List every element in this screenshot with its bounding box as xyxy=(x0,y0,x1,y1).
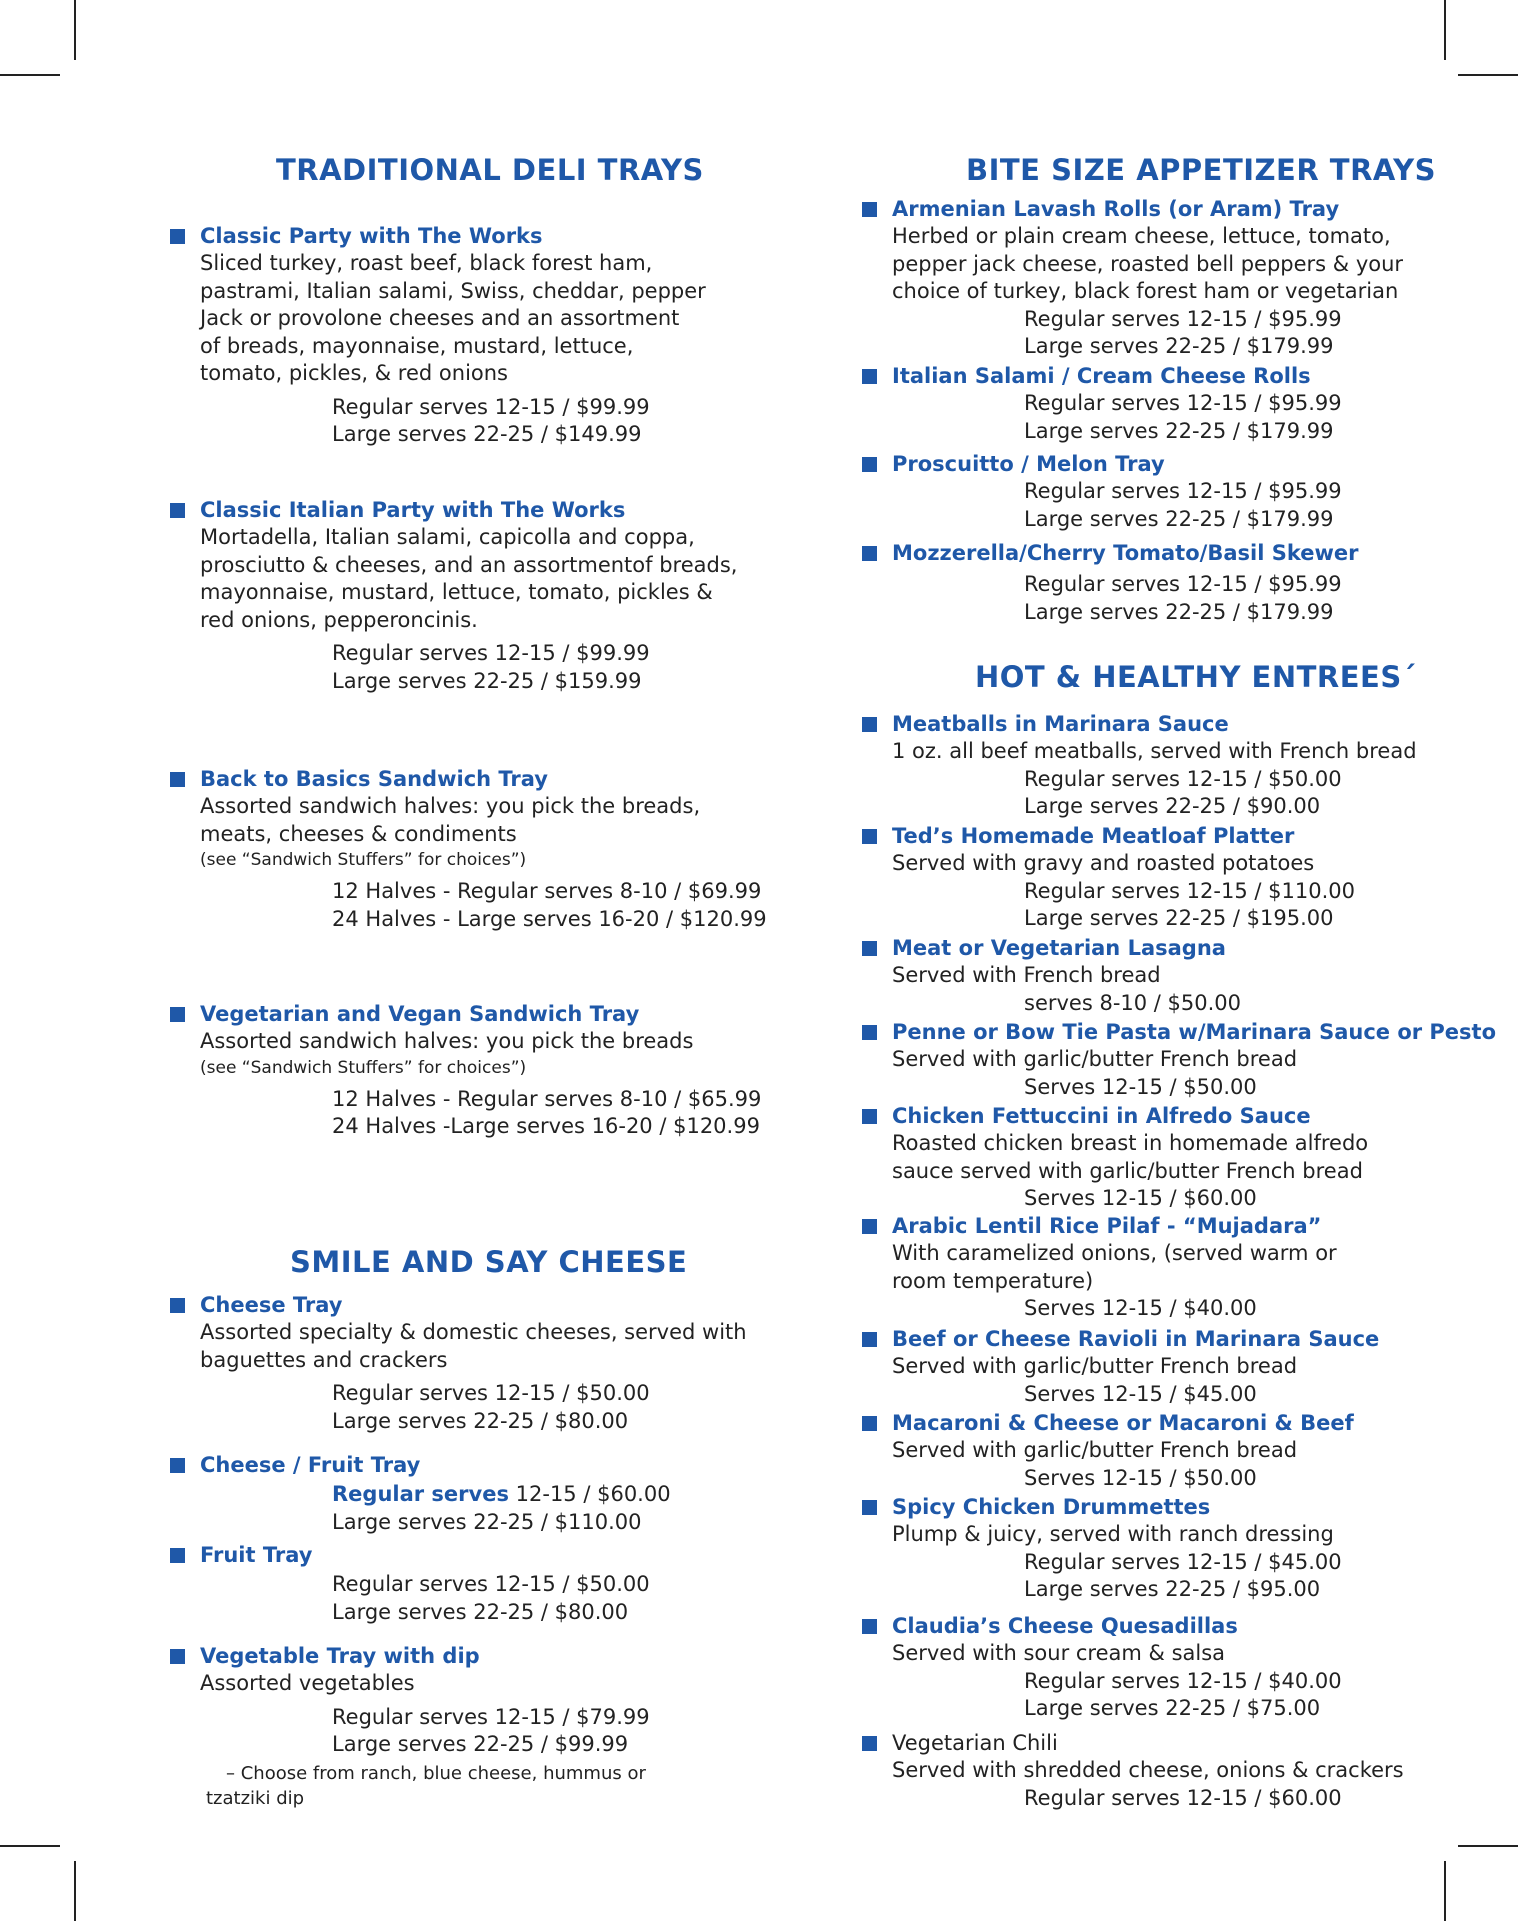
price-line xyxy=(332,1481,770,1509)
menu-item xyxy=(862,1613,1422,1723)
price-line: Large serves 22-25 / $179.99 xyxy=(1024,418,1334,443)
menu-item-title: Chicken Fettuccini in Alfredo Sauce xyxy=(892,1104,1311,1128)
menu-item-prices xyxy=(862,766,1422,821)
menu-item-title: Proscuitto / Melon Tray xyxy=(892,452,1165,476)
cheese-heading: SMILE AND SAY CHEESE xyxy=(290,1245,688,1279)
menu-item-title: Vegetarian and Vegan Sandwich Tray xyxy=(200,1002,640,1026)
menu-item-prices xyxy=(862,1668,1422,1723)
menu-item-prices xyxy=(862,390,1422,445)
price-line: 12 Halves - Regular serves 8-10 / $69.99 xyxy=(332,879,762,903)
menu-item-note: (see “Sandwich Stuffers” for choices”) xyxy=(200,1057,527,1078)
price-line: Regular serves 12-15 / $50.00 xyxy=(1024,766,1342,791)
menu-item xyxy=(862,935,1422,1017)
price-line: Large serves 22-25 / $159.99 xyxy=(332,668,642,693)
price-value: 12-15 / $60.00 xyxy=(508,1482,671,1506)
menu-item-title: Claudia’s Cheese Quesadillas xyxy=(892,1614,1238,1638)
menu-item-title: Classic Italian Party with The Works xyxy=(200,498,626,522)
bullet-square-icon xyxy=(862,202,877,217)
menu-item xyxy=(862,451,1422,533)
crop-mark-bottom-right-vertical xyxy=(1444,1861,1446,1921)
menu-item-title: Italian Salami / Cream Cheese Rolls xyxy=(892,364,1311,388)
price-line: Large serves 22-25 / $90.00 xyxy=(1024,794,1321,818)
price-line: Regular serves 12-15 / $50.00 xyxy=(332,1572,650,1596)
menu-item xyxy=(862,1410,1422,1492)
menu-item xyxy=(170,1643,770,1811)
menu-item xyxy=(862,363,1422,445)
menu-item-description: With caramelized onions, (served warm or room temperature) xyxy=(892,1241,1337,1293)
bullet-square-icon xyxy=(862,546,877,561)
menu-item-prices xyxy=(862,1074,1422,1102)
price-line: Regular serves 12-15 / $95.99 xyxy=(1024,572,1342,596)
menu-item-prices xyxy=(170,878,770,933)
menu-item-title: Meatballs in Marinara Sauce xyxy=(892,712,1229,736)
menu-item-description: Assorted vegetables xyxy=(200,1671,415,1695)
crop-mark-bottom-left-horizontal xyxy=(0,1845,60,1847)
menu-item-description: Served with shredded cheese, onions & crackers xyxy=(892,1758,1404,1782)
price-line: serves 8-10 / $50.00 xyxy=(1024,990,1242,1015)
menu-item xyxy=(862,196,1422,361)
price-line: Serves 12-15 / $50.00 xyxy=(1024,1465,1257,1490)
menu-item-description: Assorted sandwich halves: you pick the breads, meats, cheeses & condiments xyxy=(200,794,701,846)
menu-item-prices xyxy=(170,1086,770,1141)
bullet-square-icon xyxy=(862,369,877,384)
bullet-square-icon xyxy=(862,1500,877,1515)
menu-item-note: (see “Sandwich Stuffers” for choices”) xyxy=(200,850,527,870)
price-line: Large serves 22-25 / $179.99 xyxy=(1024,506,1334,531)
menu-item xyxy=(862,1213,1422,1323)
menu-item-prices xyxy=(170,394,770,449)
menu-item-description: Served with garlic/butter French bread xyxy=(892,1438,1298,1462)
price-line: Regular serves 12-15 / $45.00 xyxy=(1024,1549,1342,1574)
menu-item xyxy=(862,711,1422,821)
menu-item-title: Beef or Cheese Ravioli in Marinara Sauce xyxy=(892,1327,1380,1351)
menu-item-prices xyxy=(170,640,770,695)
price-line: Large serves 22-25 / $80.00 xyxy=(332,1599,629,1624)
menu-item-prices xyxy=(170,1380,770,1435)
bullet-square-icon xyxy=(862,829,877,844)
menu-item-title: Meat or Vegetarian Lasagna xyxy=(892,936,1226,960)
menu-item-prices xyxy=(862,878,1422,933)
price-line: Regular serves 12-15 / $99.99 xyxy=(332,641,650,665)
bullet-square-icon xyxy=(170,772,185,787)
menu-item-title: Fruit Tray xyxy=(200,1543,313,1567)
menu-item-prices xyxy=(862,478,1422,533)
menu-item-prices xyxy=(862,990,1422,1018)
price-line: 12 Halves - Regular serves 8-10 / $65.99 xyxy=(332,1086,762,1111)
menu-item-prices xyxy=(170,1704,770,1759)
menu-item-description: Sliced turkey, roast beef, black forest ham, pastrami, Italian salami, Swiss, cheddar, pepper Jack or provolone cheeses and an assortment of breads, mayonnaise, mustard, lettuce, tomato, pickles, & red onions xyxy=(200,251,706,385)
menu-item xyxy=(170,223,770,449)
price-line: 24 Halves -Large serves 16-20 / $120.99 xyxy=(332,1114,760,1138)
menu-item-prices xyxy=(170,1571,770,1626)
menu-item xyxy=(862,1019,1497,1101)
menu-item-description: Plump & juicy, served with ranch dressing xyxy=(892,1522,1334,1546)
menu-item-prices xyxy=(862,1381,1422,1409)
bullet-square-icon xyxy=(170,229,185,244)
bullet-square-icon xyxy=(862,1109,877,1124)
price-line: Large serves 22-25 / $95.00 xyxy=(1024,1577,1321,1601)
menu-item-prices xyxy=(862,1465,1422,1493)
menu-item-description: Mortadella, Italian salami, capicolla and coppa, prosciutto & cheeses, and an assortmentof breads, mayonnaise, mustard, lettuce, tomato, pickles & red onions, pepperoncinis. xyxy=(200,525,738,632)
bullet-square-icon xyxy=(170,1649,185,1664)
menu-item-prices xyxy=(862,1295,1422,1323)
menu-item-description: Assorted sandwich halves: you pick the breads xyxy=(200,1029,694,1053)
bullet-square-icon xyxy=(862,457,877,472)
price-line: Regular serves 12-15 / $50.00 xyxy=(332,1381,650,1405)
crop-mark-bottom-right-horizontal xyxy=(1458,1845,1518,1847)
menu-item xyxy=(862,1326,1422,1408)
price-line: Large serves 22-25 / $99.99 xyxy=(332,1732,629,1756)
menu-item-title: Penne or Bow Tie Pasta w/Marinara Sauce or Pesto xyxy=(892,1020,1497,1044)
menu-item-prices xyxy=(862,1185,1422,1213)
deli-trays-heading: TRADITIONAL DELI TRAYS xyxy=(276,153,704,187)
menu-item-prices xyxy=(862,571,1422,626)
menu-item-description: Served with French bread xyxy=(892,963,1161,987)
menu-item xyxy=(862,1494,1422,1604)
menu-item-title: Arabic Lentil Rice Pilaf - “Mujadara” xyxy=(892,1214,1322,1238)
price-line: Regular serves 12-15 / $95.99 xyxy=(1024,306,1342,331)
appetizer-trays-heading: BITE SIZE APPETIZER TRAYS xyxy=(966,153,1436,187)
crop-mark-top-right-vertical xyxy=(1444,0,1446,60)
price-line: Regular serves 12-15 / $40.00 xyxy=(1024,1668,1342,1693)
bullet-square-icon xyxy=(862,1619,877,1634)
bullet-square-icon xyxy=(862,1219,877,1234)
menu-item-prices xyxy=(862,1549,1422,1604)
price-line: Large serves 22-25 / $110.00 xyxy=(332,1509,642,1534)
bullet-square-icon xyxy=(862,1332,877,1347)
price-line: Large serves 22-25 / $195.00 xyxy=(1024,906,1334,930)
bullet-square-icon xyxy=(862,1736,877,1751)
menu-item-title: Classic Party with The Works xyxy=(200,224,543,248)
bullet-square-icon xyxy=(170,1458,185,1473)
menu-item-title: Spicy Chicken Drummettes xyxy=(892,1495,1211,1519)
menu-item-title: Back to Basics Sandwich Tray xyxy=(200,767,548,791)
bullet-square-icon xyxy=(862,1025,877,1040)
price-line: Large serves 22-25 / $80.00 xyxy=(332,1408,629,1433)
menu-item-description: Assorted specialty & domestic cheeses, served with baguettes and crackers xyxy=(200,1320,747,1372)
price-line: Large serves 22-25 / $179.99 xyxy=(1024,599,1334,624)
menu-item-prices xyxy=(862,306,1422,361)
price-line: Regular serves 12-15 / $79.99 xyxy=(332,1704,650,1729)
price-line: Regular serves 12-15 / $60.00 xyxy=(1024,1785,1342,1810)
price-line: Large serves 22-25 / $75.00 xyxy=(1024,1696,1321,1720)
hot-entrees-heading: HOT & HEALTHY ENTREES´ xyxy=(975,660,1417,694)
menu-item xyxy=(170,1452,770,1536)
menu-item-title: Armenian Lavash Rolls (or Aram) Tray xyxy=(892,197,1340,221)
menu-item-description: Served with garlic/butter French bread xyxy=(892,1354,1298,1378)
menu-item-title: Vegetable Tray with dip xyxy=(200,1644,480,1668)
bullet-square-icon xyxy=(170,1548,185,1563)
menu-item xyxy=(862,823,1422,933)
price-label-highlight: Regular serves xyxy=(332,1482,509,1506)
bullet-square-icon xyxy=(862,941,877,956)
price-line: Serves 12-15 / $50.00 xyxy=(1024,1074,1257,1099)
menu-item-description: Served with gravy and roasted potatoes xyxy=(892,851,1315,875)
price-line: Serves 12-15 / $60.00 xyxy=(1024,1186,1257,1210)
price-line: 24 Halves - Large serves 16-20 / $120.99 xyxy=(332,906,767,931)
menu-item-title: Ted’s Homemade Meatloaf Platter xyxy=(892,824,1295,848)
crop-mark-top-left-vertical xyxy=(74,0,76,60)
crop-mark-top-right-horizontal xyxy=(1458,74,1518,76)
menu-item xyxy=(170,497,770,695)
bullet-square-icon xyxy=(170,503,185,518)
menu-item-description: Herbed or plain cream cheese, lettuce, tomato, pepper jack cheese, roasted bell peppers & your choice of turkey, black forest ham or vegetarian xyxy=(892,224,1404,303)
menu-item xyxy=(170,1542,770,1626)
crop-mark-bottom-left-vertical xyxy=(74,1861,76,1921)
price-line: Regular serves 12-15 / $95.99 xyxy=(1024,391,1342,415)
menu-item-description: Served with garlic/butter French bread xyxy=(892,1047,1298,1071)
price-line: Regular serves 12-15 / $99.99 xyxy=(332,394,650,419)
menu-item-description: 1 oz. all beef meatballs, served with French bread xyxy=(892,739,1417,763)
menu-item xyxy=(862,1103,1422,1213)
dip-note: – Choose from ranch, blue cheese, hummus or tzatziki dip xyxy=(206,1762,646,1809)
menu-item-title: Vegetarian Chili xyxy=(892,1731,1058,1755)
menu-item xyxy=(862,1730,1422,1812)
menu-item-description: Served with sour cream & salsa xyxy=(892,1641,1226,1665)
menu-item-prices xyxy=(170,1481,770,1536)
menu-item xyxy=(862,540,1422,626)
price-line: Large serves 22-25 / $179.99 xyxy=(1024,334,1334,358)
menu-item xyxy=(170,766,770,933)
crop-mark-top-left-horizontal xyxy=(0,74,60,76)
menu-item-title: Mozzerella/Cherry Tomato/Basil Skewer xyxy=(892,541,1359,565)
bullet-square-icon xyxy=(862,717,877,732)
menu-item xyxy=(170,1001,770,1141)
bullet-square-icon xyxy=(170,1298,185,1313)
bullet-square-icon xyxy=(862,1416,877,1431)
bullet-square-icon xyxy=(170,1007,185,1022)
menu-item xyxy=(170,1292,770,1435)
menu-item-title: Macaroni & Cheese or Macaroni & Beef xyxy=(892,1411,1354,1435)
menu-item-prices xyxy=(862,1785,1422,1813)
price-line: Serves 12-15 / $45.00 xyxy=(1024,1381,1257,1406)
price-line: Regular serves 12-15 / $95.99 xyxy=(1024,479,1342,503)
price-line: Regular serves 12-15 / $110.00 xyxy=(1024,878,1355,903)
price-line: Serves 12-15 / $40.00 xyxy=(1024,1296,1257,1320)
menu-item-title: Cheese / Fruit Tray xyxy=(200,1453,421,1477)
menu-item-description: Roasted chicken breast in homemade alfredo sauce served with garlic/butter French bread xyxy=(892,1131,1369,1183)
menu-item-title: Cheese Tray xyxy=(200,1293,343,1317)
price-line: Large serves 22-25 / $149.99 xyxy=(332,422,642,446)
